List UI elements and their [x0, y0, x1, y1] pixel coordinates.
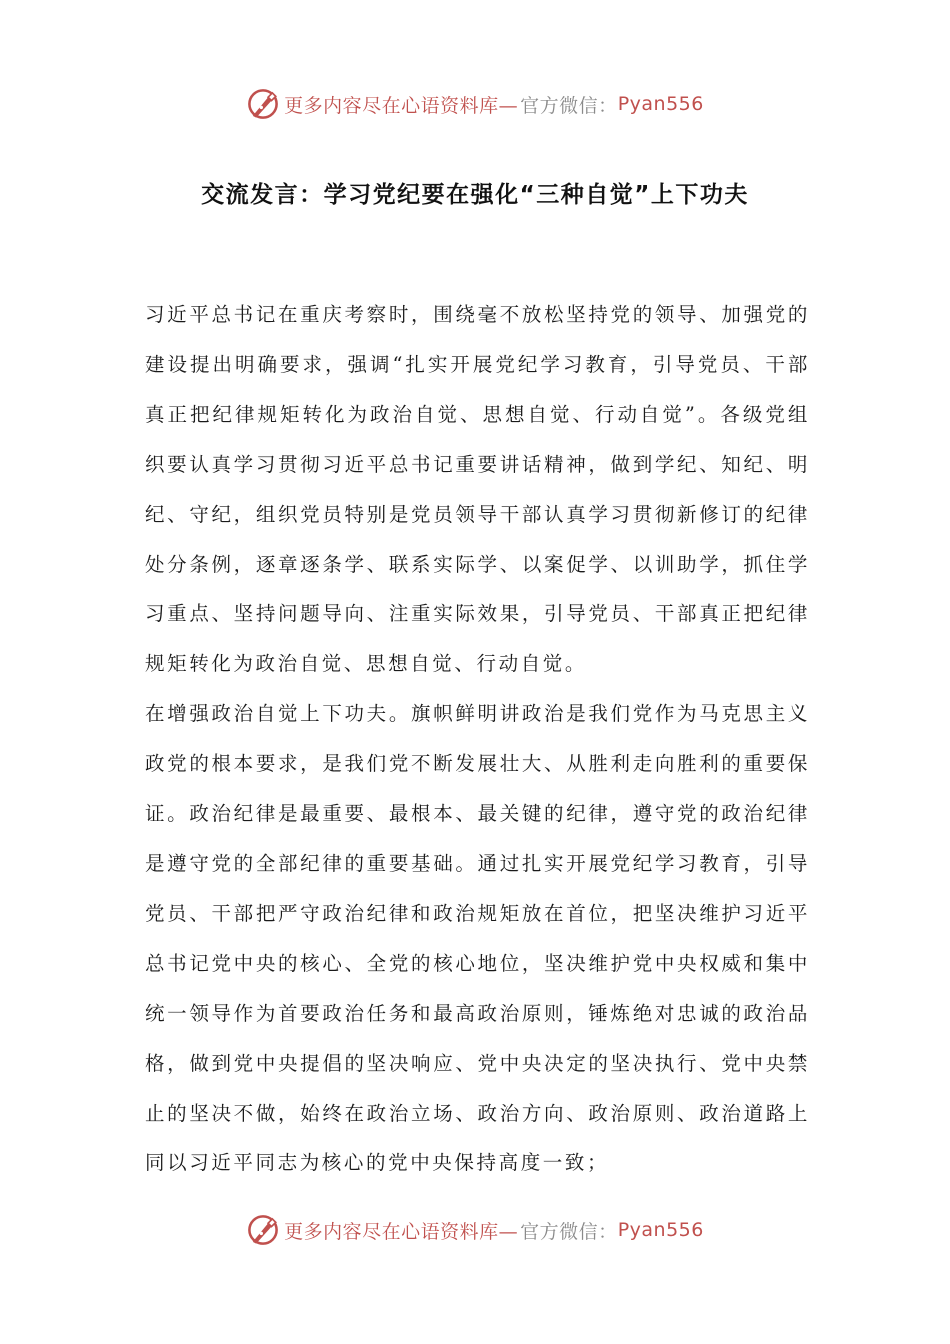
footer-watermark: [0, 1210, 950, 1250]
header-watermark: [0, 84, 950, 124]
watermark-wechat-id: Pyan556: [617, 93, 704, 115]
paragraph-2: 在增强政治自觉上下功夫。旗帜鲜明讲政治是我们党作为马克思主义政党的根本要求，是我们党不断发展壮大、从胜利走向胜利的重要保证。政治纪律是最重要、最根本、最关键的纪律，遵守党的政治纪律是遵守党的全部纪律的重要基础。通过扎实开展党纪学习教育，引导党员、干部把严守政治纪律和政治规矩放在首位，把坚决维护习近平总书记党中央的核心、全党的核心地位，坚决维护党中央权威和集中统一领导作为首要政治任务和最高政治原则，锤炼绝对忠诚的政治品格，做到党中央提倡的坚决响应、党中央决定的坚决执行、党中央禁止的坚决不做，始终在政治立场、政治方向、政治原则、政治道路上同以习近平同志为核心的党中央保持高度一致；: [145, 702, 810, 1175]
watermark-text: 更多内容尽在心语资料库—: [284, 94, 519, 117]
paragraph-1: 习近平总书记在重庆考察时，围绕毫不放松坚持党的领导、加强党的建设提出明确要求，强调“扎实开展党纪学习教育，引导党员、干部真正把纪律规矩转化为政治自觉、思想自觉、行动自觉”。各级党组织要认真学习贯彻习近平总书记重要讲话精神，做到学纪、知纪、明纪、守纪，组织党员特别是党员领导干部认真学习贯彻新修订的纪律处分条例，逐章逐条学、联系实际学、以案促学、以训助学，抓住学习重点、坚持问题导向、注重实际效果，引导党员、干部真正把纪律规矩转化为政治自觉、思想自觉、行动自觉。: [145, 303, 810, 676]
watermark-wechat-label: 官方微信：: [520, 94, 618, 117]
watermark-wechat-label: 官方微信：: [520, 1220, 618, 1243]
pen-nib-logo-icon: [246, 87, 280, 121]
document-title: 交流发言：学习党纪要在强化“三种自觉”上下功夫: [201, 182, 749, 208]
watermark-wechat-id: Pyan556: [617, 1219, 704, 1241]
document-body: [145, 290, 810, 1188]
pen-nib-logo-icon: [246, 1213, 280, 1247]
watermark-text: 更多内容尽在心语资料库—: [284, 1220, 519, 1243]
